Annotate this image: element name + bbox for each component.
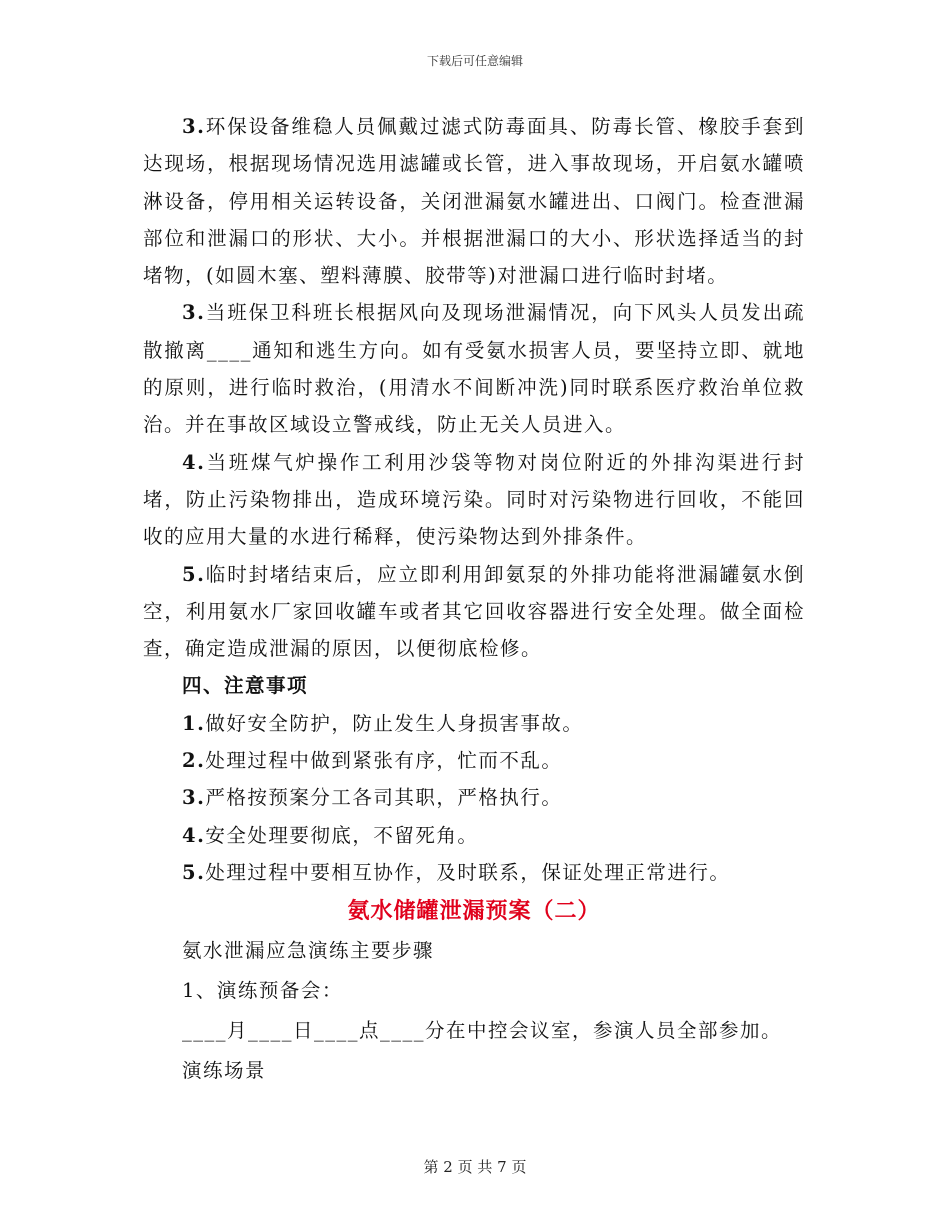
paragraph-step-5 <box>143 556 805 668</box>
section-heading-notes: 四、注意事项 <box>182 674 309 698</box>
paragraph-step-3a <box>143 108 805 294</box>
note-text: 严格按预案分工各司其职，严格执行。 <box>205 786 563 810</box>
note-number: 2. <box>182 749 206 773</box>
section-title: 氨水储罐泄漏预案（二） <box>347 899 601 925</box>
note-item <box>143 742 805 779</box>
note-number: 3. <box>182 786 206 810</box>
step-number: 3. <box>182 115 206 138</box>
note-number: 5. <box>182 860 206 884</box>
note-item <box>143 779 805 816</box>
drill-step-heading: 1、演练预备会： <box>182 979 343 1003</box>
step-number: 5. <box>182 562 206 586</box>
step-text: 当班保卫科班长根据风向及现场泄漏情况，向下风头人员发出疏散撤离____通知和逃生方向。如有受氨水损害人员，要坚持立即、就地的原则，进行临时救治，(用清水不间断冲洗)同时联系医疗救治单位救治。并在事故区域设立警戒线，防止无关人员进入。 <box>143 301 805 437</box>
document-body <box>143 108 805 1091</box>
note-number: 1. <box>182 711 206 735</box>
paragraph-step-3b <box>143 294 805 443</box>
step-number: 4. <box>182 450 206 474</box>
note-text: 做好安全防护，防止发生人身损害事故。 <box>205 711 584 735</box>
note-text: 安全处理要彻底，不留死角。 <box>205 823 479 847</box>
step-number: 3. <box>182 301 206 325</box>
page-footer: 第 2 页 共 7 页 <box>423 1158 527 1176</box>
step-text: 环保设备维稳人员佩戴过滤式防毒面具、防毒长管、橡胶手套到达现场，根据现场情况选用滤罐或长管，进入事故现场，开启氨水罐喷淋设备，停用相关运转设备，关闭泄漏氨水罐进出、口阀门。检查泄漏部位和泄漏口的形状、大小。并根据泄漏口的大小、形状选择适当的封堵物，(如圆木塞、塑料薄膜、胶带等)对泄漏口进行临时封堵。 <box>143 115 805 288</box>
note-item <box>143 817 805 854</box>
drill-intro: 氨水泄漏应急演练主要步骤 <box>182 939 435 963</box>
step-text: 临时封堵结束后，应立即利用卸氨泵的外排功能将泄漏罐氨水倒空，利用氨水厂家回收罐车或者其它回收容器进行安全处理。做全面检查，确定造成泄漏的原因，以便彻底检修。 <box>143 562 805 661</box>
note-number: 4. <box>182 823 206 847</box>
drill-scenario-label: 演练场景 <box>182 1059 267 1083</box>
note-item <box>143 854 805 891</box>
note-text: 处理过程中要相互协作，及时联系，保证处理正常进行。 <box>205 860 731 884</box>
paragraph-step-4 <box>143 444 805 556</box>
note-text: 处理过程中做到紧张有序，忙而不乱。 <box>205 749 563 773</box>
step-text: 当班煤气炉操作工利用沙袋等物对岗位附近的外排沟渠进行封堵，防止污染物排出，造成环境污染。同时对污染物进行回收，不能回收的应用大量的水进行稀释，使污染物达到外排条件。 <box>143 450 805 549</box>
note-item <box>143 705 805 742</box>
page-header: 下载后可任意编辑 <box>426 54 523 68</box>
drill-schedule: ____月____日____点____分在中控会议室，参演人员全部参加。 <box>182 1019 783 1043</box>
